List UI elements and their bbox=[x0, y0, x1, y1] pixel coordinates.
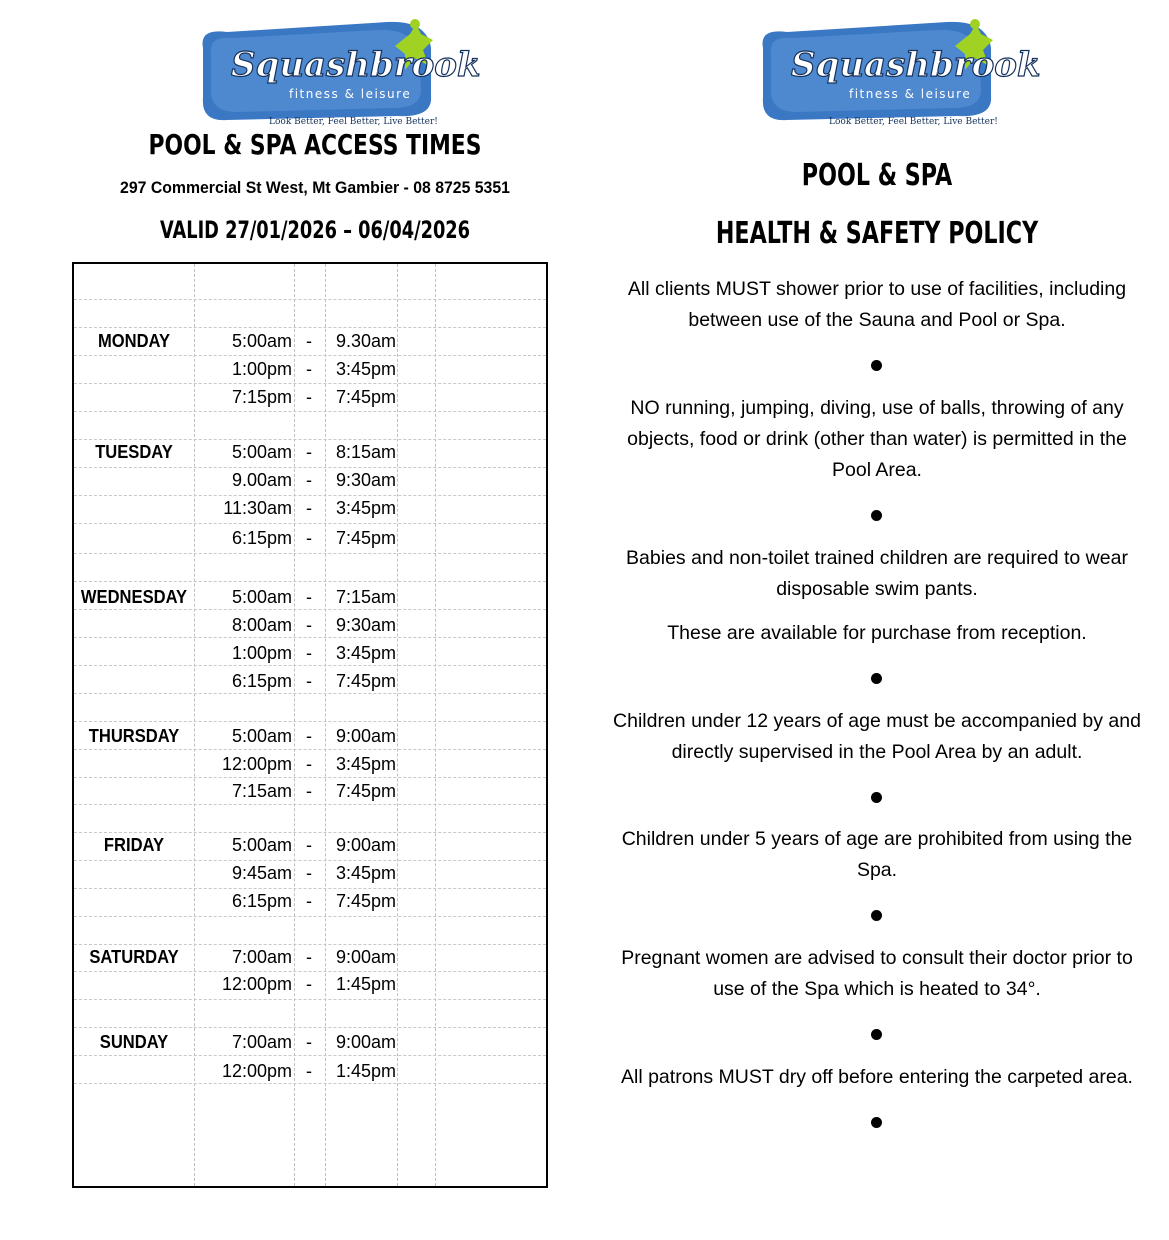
policy-item: NO running, jumping, diving, use of balls, throwing of any objects, food or drink (other than water) is permitted in the Pool Area. bbox=[627, 397, 1127, 481]
column-divider bbox=[194, 264, 195, 1186]
policy-item: Children under 5 years of age are prohibited from using the Spa. bbox=[621, 828, 1133, 881]
open-time: 5:00am bbox=[231, 726, 292, 746]
day-label: WEDNESDAY bbox=[80, 587, 188, 607]
svg-text:Look Better, Feel Better, Live: Look Better, Feel Better, Live Better! bbox=[269, 117, 438, 127]
day-label: MONDAY bbox=[97, 331, 171, 351]
row-divider bbox=[74, 804, 546, 805]
policy-heading: POOL & SPA bbox=[801, 158, 953, 193]
timetable-title: POOL & SPA ACCESS TIMES bbox=[148, 128, 482, 161]
time-separator: - bbox=[306, 442, 312, 462]
close-time: 7:45pm bbox=[336, 781, 397, 801]
day-label: SUNDAY bbox=[99, 1032, 169, 1052]
row-divider bbox=[74, 999, 546, 1000]
close-time: 1:45pm bbox=[336, 974, 397, 994]
column-divider bbox=[294, 264, 295, 1186]
row-divider bbox=[74, 299, 546, 300]
time-separator: - bbox=[306, 470, 312, 490]
time-separator: - bbox=[306, 1032, 312, 1052]
open-time: 11:30am bbox=[223, 498, 292, 518]
time-separator: - bbox=[306, 359, 312, 379]
open-time: 7:15pm bbox=[231, 387, 292, 407]
brand-logo bbox=[197, 18, 481, 130]
open-time: 7:15am bbox=[231, 781, 292, 801]
close-time: 7:45pm bbox=[336, 387, 397, 407]
svg-text:Look Better, Feel Better, Live: Look Better, Feel Better, Live Better! bbox=[829, 117, 998, 127]
row-divider bbox=[74, 411, 546, 412]
close-time: 7:15am bbox=[336, 587, 397, 607]
policy-item: Children under 12 years of age must be accompanied by and directly supervised in the Pool Area by an adult. bbox=[613, 710, 1141, 763]
policy-item: These are available for purchase from reception. bbox=[667, 622, 1087, 644]
row-divider bbox=[74, 749, 546, 750]
policy-item: All clients MUST shower prior to use of facilities, including between use of the Sauna and Pool or Spa. bbox=[627, 278, 1127, 331]
close-time: 9:00am bbox=[336, 726, 397, 746]
open-time: 9.00am bbox=[231, 470, 292, 490]
day-label: FRIDAY bbox=[103, 835, 165, 855]
row-divider bbox=[74, 832, 546, 833]
open-time: 7:00am bbox=[231, 947, 292, 967]
time-separator: - bbox=[306, 781, 312, 801]
open-time: 5:00am bbox=[231, 442, 292, 462]
open-time: 5:00am bbox=[231, 331, 292, 351]
row-divider bbox=[74, 944, 546, 945]
open-time: 8:00am bbox=[231, 615, 292, 635]
time-separator: - bbox=[306, 587, 312, 607]
column-divider bbox=[435, 264, 436, 1186]
row-divider bbox=[74, 888, 546, 889]
bullet-icon bbox=[871, 673, 882, 684]
bullet-icon bbox=[871, 510, 882, 521]
day-label: THURSDAY bbox=[88, 726, 180, 746]
svg-text:Squashbrook: Squashbrook bbox=[791, 45, 1041, 85]
close-time: 9:00am bbox=[336, 835, 397, 855]
policy-subheading: HEALTH & SAFETY POLICY bbox=[715, 216, 1039, 251]
time-separator: - bbox=[306, 387, 312, 407]
bullet-icon bbox=[871, 1117, 882, 1128]
row-divider bbox=[74, 553, 546, 554]
policy-item: Pregnant women are advised to consult their doctor prior to use of the Spa which is heated to 34°. bbox=[621, 947, 1133, 1000]
row-divider bbox=[74, 693, 546, 694]
time-separator: - bbox=[306, 754, 312, 774]
time-separator: - bbox=[306, 863, 312, 883]
open-time: 1:00pm bbox=[231, 643, 292, 663]
valid-dates: VALID 27/01/2026 – 06/04/2026 bbox=[159, 216, 471, 244]
close-time: 7:45pm bbox=[336, 528, 397, 548]
open-time: 1:00pm bbox=[231, 359, 292, 379]
time-separator: - bbox=[306, 947, 312, 967]
open-time: 12:00pm bbox=[221, 974, 292, 994]
row-divider bbox=[74, 1027, 546, 1028]
schedule-table bbox=[72, 262, 548, 1188]
close-time: 3:45pm bbox=[336, 643, 397, 663]
row-divider bbox=[74, 355, 546, 356]
open-time: 12:00pm bbox=[221, 1061, 292, 1081]
row-divider bbox=[74, 637, 546, 638]
close-time: 3:45pm bbox=[336, 498, 397, 518]
close-time: 3:45pm bbox=[336, 754, 397, 774]
row-divider bbox=[74, 721, 546, 722]
logo-graphic bbox=[757, 18, 1041, 130]
day-label: TUESDAY bbox=[95, 442, 173, 462]
row-divider bbox=[74, 467, 546, 468]
row-divider bbox=[74, 327, 546, 328]
open-time: 7:00am bbox=[231, 1032, 292, 1052]
time-separator: - bbox=[306, 615, 312, 635]
close-time: 8:15am bbox=[336, 442, 397, 462]
time-separator: - bbox=[306, 528, 312, 548]
row-divider bbox=[74, 1055, 546, 1056]
svg-text:Squashbrook: Squashbrook bbox=[231, 45, 481, 85]
row-divider bbox=[74, 523, 546, 524]
open-time: 6:15pm bbox=[231, 671, 292, 691]
close-time: 3:45pm bbox=[336, 359, 397, 379]
close-time: 1:45pm bbox=[336, 1061, 397, 1081]
time-separator: - bbox=[306, 974, 312, 994]
open-time: 12:00pm bbox=[221, 754, 292, 774]
column-divider bbox=[325, 264, 326, 1186]
open-time: 6:15pm bbox=[231, 891, 292, 911]
time-separator: - bbox=[306, 671, 312, 691]
close-time: 7:45pm bbox=[336, 891, 397, 911]
time-separator: - bbox=[306, 835, 312, 855]
time-separator: - bbox=[306, 643, 312, 663]
close-time: 9:30am bbox=[336, 615, 397, 635]
row-divider bbox=[74, 971, 546, 972]
close-time: 7:45pm bbox=[336, 671, 397, 691]
policy-item: All patrons MUST dry off before entering the carpeted area. bbox=[621, 1066, 1133, 1088]
open-time: 5:00am bbox=[231, 587, 292, 607]
close-time: 9.30am bbox=[336, 331, 397, 351]
row-divider bbox=[74, 383, 546, 384]
row-divider bbox=[74, 439, 546, 440]
row-divider bbox=[74, 777, 546, 778]
bullet-icon bbox=[871, 360, 882, 371]
bullet-icon bbox=[871, 792, 882, 803]
day-label: SATURDAY bbox=[89, 947, 179, 967]
bullet-icon bbox=[871, 910, 882, 921]
close-time: 9:00am bbox=[336, 947, 397, 967]
address: 297 Commercial St West, Mt Gambier - 08 8725 5351 bbox=[120, 178, 510, 197]
policy-item: Babies and non-toilet trained children are required to wear disposable swim pants. bbox=[626, 547, 1128, 600]
row-divider bbox=[74, 916, 546, 917]
time-separator: - bbox=[306, 331, 312, 351]
time-separator: - bbox=[306, 498, 312, 518]
column-divider bbox=[397, 264, 398, 1186]
svg-text:fitness & leisure: fitness & leisure bbox=[289, 87, 412, 101]
svg-text:fitness & leisure: fitness & leisure bbox=[849, 87, 972, 101]
brand-logo bbox=[757, 18, 1041, 130]
logo-graphic bbox=[197, 18, 481, 130]
open-time: 9:45am bbox=[231, 863, 292, 883]
row-divider bbox=[74, 1083, 546, 1084]
time-separator: - bbox=[306, 726, 312, 746]
open-time: 5:00am bbox=[231, 835, 292, 855]
row-divider bbox=[74, 609, 546, 610]
row-divider bbox=[74, 581, 546, 582]
close-time: 9:30am bbox=[336, 470, 397, 490]
bullet-icon bbox=[871, 1029, 882, 1040]
open-time: 6:15pm bbox=[231, 528, 292, 548]
close-time: 3:45pm bbox=[336, 863, 397, 883]
time-separator: - bbox=[306, 1061, 312, 1081]
close-time: 9:00am bbox=[336, 1032, 397, 1052]
row-divider bbox=[74, 665, 546, 666]
time-separator: - bbox=[306, 891, 312, 911]
row-divider bbox=[74, 860, 546, 861]
row-divider bbox=[74, 495, 546, 496]
